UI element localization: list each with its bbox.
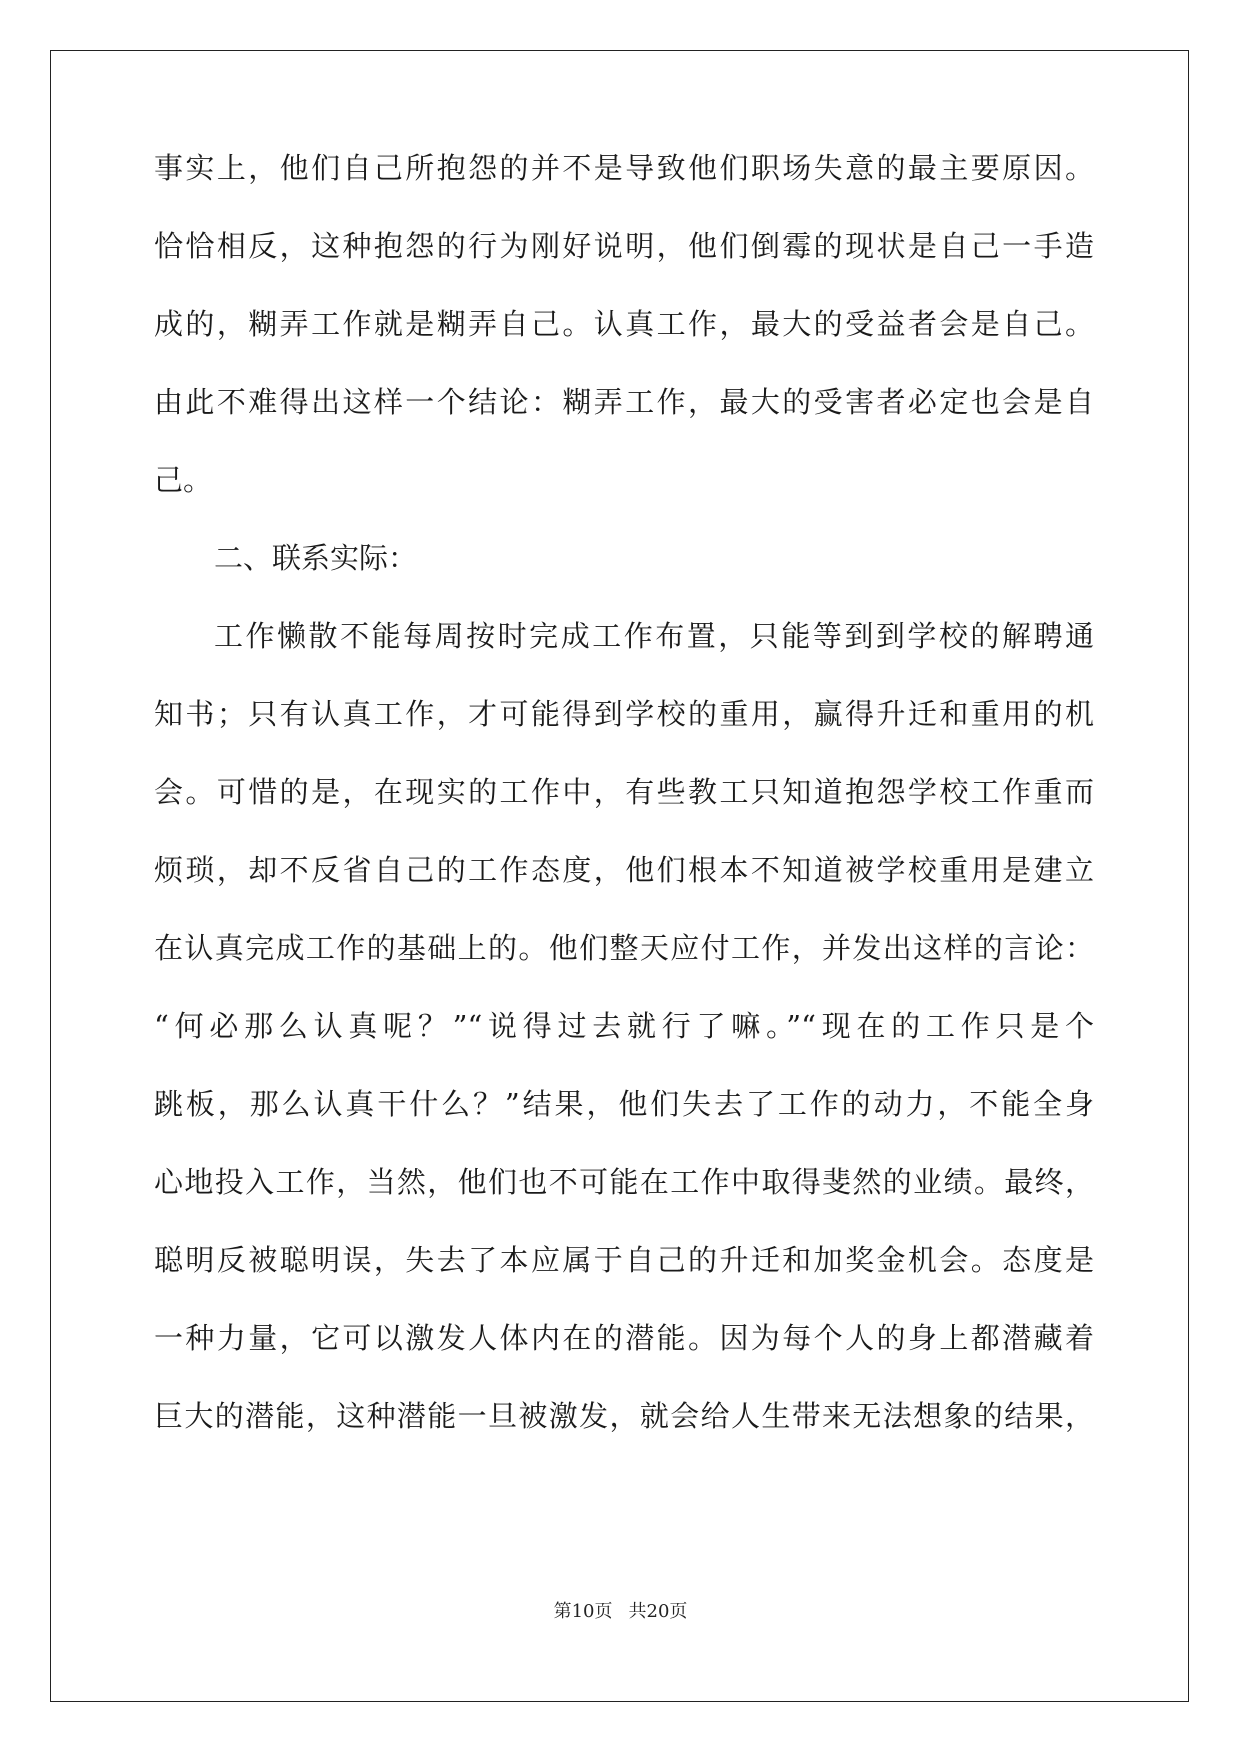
- text-line: 己。: [154, 463, 213, 497]
- text-line: 跳板，那么认真干什么？”结果，他们失去了工作的动力，不能全身: [154, 1087, 1094, 1121]
- text-line: “何必那么认真呢？”“说得过去就行了嘛。”“现在的工作只是个: [154, 1009, 1094, 1043]
- page-footer: [0, 1600, 1241, 1624]
- text-line: 知书；只有认真工作，才可能得到学校的重用，赢得升迁和重用的机: [154, 697, 1094, 731]
- text-line: 一种力量，它可以激发人体内在的潜能。因为每个人的身上都潜藏着: [154, 1321, 1094, 1355]
- text-line: 工作懒散不能每周按时完成工作布置，只能等到到学校的解聘通: [214, 619, 1094, 653]
- text-line: 巨大的潜能，这种潜能一旦被激发，就会给人生带来无法想象的结果，: [154, 1399, 1094, 1433]
- text-line: 烦琐，却不反省自己的工作态度，他们根本不知道被学校重用是建立: [154, 853, 1094, 887]
- section-heading: 二、联系实际：: [214, 541, 418, 575]
- page-number: 第10页: [553, 1601, 613, 1622]
- text-line: 恰恰相反，这种抱怨的行为刚好说明，他们倒霉的现状是自己一手造: [154, 229, 1094, 263]
- text-line: 会。可惜的是，在现实的工作中，有些教工只知道抱怨学校工作重而: [154, 775, 1094, 809]
- text-line: 聪明反被聪明误，失去了本应属于自己的升迁和加奖金机会。态度是: [154, 1243, 1094, 1277]
- text-line: 心地投入工作，当然，他们也不可能在工作中取得斐然的业绩。最终，: [154, 1165, 1094, 1199]
- text-line: 事实上，他们自己所抱怨的并不是导致他们职场失意的最主要原因。: [154, 151, 1094, 185]
- text-line: 成的，糊弄工作就是糊弄自己。认真工作，最大的受益者会是自己。: [154, 307, 1094, 341]
- text-line: 由此不难得出这样一个结论：糊弄工作，最大的受害者必定也会是自: [154, 385, 1094, 419]
- text-line: 在认真完成工作的基础上的。他们整天应付工作，并发出这样的言论：: [154, 931, 1094, 965]
- page-total: 共20页: [628, 1601, 688, 1622]
